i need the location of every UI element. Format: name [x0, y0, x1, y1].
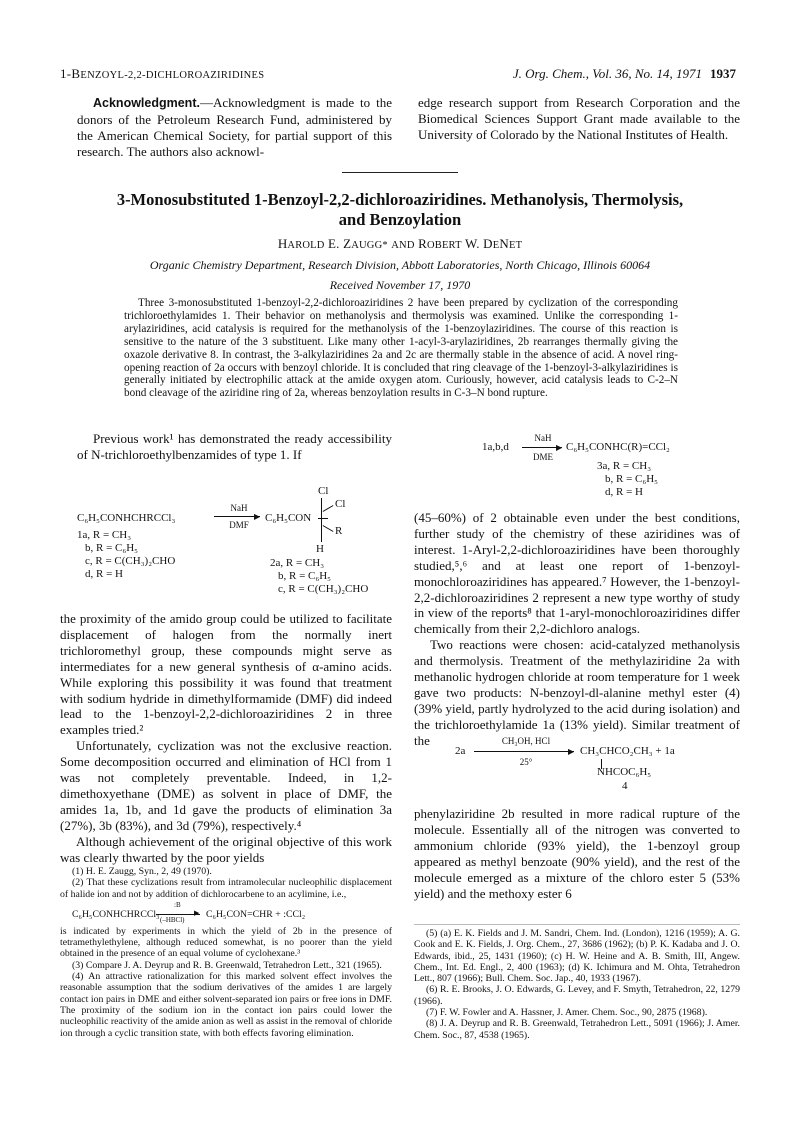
author1-last-initial: E. Z [328, 236, 352, 251]
dme-product: C₆H₅CONHC(R)=CCl₂ [566, 441, 670, 453]
acknowledgment-right [418, 95, 740, 143]
title-line-2: and Benzoylation [338, 210, 462, 229]
product-2a: 2a, R = CH₃ [270, 557, 325, 569]
footnote-4: (4) An attractive rationalization for this marked solvent effect involves the reasonable assumption that the sodium derivatives of the amides 1 are largely contact ion pairs in DME and either solvent-separated ion pairs or free ions in DMF. The proximity of the sodium ion in the contact ion pairs could lower the nucleophilic reactivity of the amide anion as well as assist in the removal of chloride ion through a cyclic transition state, with both effects favoring elimination. [60, 971, 392, 1039]
page-number: 1937 [710, 66, 736, 81]
footnotes-right [414, 928, 740, 1041]
meoh-arrow-bottom: 25° [519, 757, 533, 767]
footnote-2-equation [60, 900, 392, 926]
dme-products-3 [597, 460, 658, 499]
authors [60, 236, 740, 252]
article-separator [342, 172, 458, 173]
aziridine-bond-r [323, 525, 334, 532]
running-head-right [513, 66, 736, 82]
acknowledgment-heading: Acknowledgment. [93, 96, 200, 110]
product-3d: d, R = H [605, 486, 643, 498]
r-label: R [335, 525, 343, 537]
author2-last-n: N [499, 236, 509, 251]
arrow-label-bottom: DMF [229, 520, 249, 530]
author1-first-rest: AROLD [287, 240, 325, 251]
author2-initial: R [418, 236, 427, 251]
aziridine-bond-left [318, 518, 328, 519]
meoh-arrowhead: ▶ [568, 747, 575, 756]
footnote-2-continued: is indicated by experiments in which the yield of 2b in the presence of tetramethylethylene, although reduced somewhat, is no poorer than the yield obtained in the presence of an equal volume of cyclohexane.³ [60, 925, 392, 960]
footnotes-left [60, 866, 392, 1039]
author2-last-e: E [492, 240, 500, 251]
running-head [60, 66, 736, 84]
footnote-6: (6) R. E. Brooks, J. O. Edwards, G. Levey, and F. Smyth, Tetrahedron, 22, 1279 (1966). [414, 984, 740, 1007]
body-right-1 [414, 510, 740, 749]
author1-initial: H [277, 236, 288, 251]
reactant-formula: C₆H₅CONHCHRCCl₃ [77, 512, 176, 524]
dme-reactant: 1a,b,d [482, 441, 509, 453]
footnote-rule [414, 924, 740, 925]
arrow-head: ▶ [254, 512, 261, 521]
footnote-eq-bottom: (–HBCl) [160, 915, 185, 924]
footnote-eq-arrowhead: ▶ [194, 908, 200, 917]
body-right-3 [414, 806, 740, 901]
footnote-8: (8) J. A. Deyrup and R. B. Greenwald, Tetrahedron Lett., 5091 (1966); J. Amer. Chem. Soc., 87, 4538 (1965). [414, 1018, 740, 1041]
meoh-arrow-top: CH₃OH, HCl [501, 736, 551, 746]
reactant-1c: c, R = C(CH₃)₂CHO [85, 555, 176, 567]
product-2b: b, R = C₆H₅ [278, 570, 331, 582]
paragraph-unfortunately: Unfortunately, cyclization was not the exclusive reaction. Some decomposition occurred and elimination of HCl from 1 was not completely preventable. Indeed, in 1,2-dimethoxyethane (DME) as solvent in place of DMF, the amides 1a, 1b, and 1d gave the products of elimination 3a (27%), 3b (83%), and 3d (79%), respectively.⁴ [60, 738, 392, 833]
footnote-eq-top: :B [174, 900, 181, 909]
title-line-1: 3-Monosubstituted 1-Benzoyl-2,2-dichloroaziridines. Methanolysis, Thermolysis, [116, 190, 684, 209]
cl-top: Cl [318, 485, 329, 497]
meoh-product: CH₃CHCO₂CH₃ + 1a [580, 745, 675, 757]
body-left-main [60, 611, 392, 866]
meoh-reactant: 2a [455, 745, 466, 757]
journal-citation: J. Org. Chem., Vol. 36, No. 14, 1971 [512, 66, 702, 81]
meoh-arrow [474, 751, 574, 752]
paragraph-intro: Previous work¹ has demonstrated the ready accessibility of N-trichloroethylbenzamides of type 1. If [77, 431, 392, 462]
author2-last-rest: ET [508, 240, 523, 251]
author1-last-rest: AUGG* [351, 240, 388, 251]
aziridine-bond-cl [323, 505, 334, 512]
reactant-1a: 1a, R = CH₃ [77, 529, 132, 541]
running-head-prefix: 1-B [60, 66, 81, 81]
authors-and: AND [391, 240, 415, 251]
meoh-label: 4 [622, 780, 628, 792]
reactant-1d: d, R = H [85, 568, 123, 580]
dme-arrow-top: NaH [534, 433, 552, 443]
footnote-eq-left: C₆H₅CONHCHRCCl₃ [72, 908, 160, 920]
reactant-1b: b, R = C₆H₅ [85, 542, 138, 554]
cl-right: Cl [335, 498, 346, 510]
arrow-label-top: NaH [230, 503, 248, 513]
dme-arrow-bottom: DME [533, 452, 553, 462]
article-title [60, 190, 740, 230]
dme-arrowhead: ▶ [556, 443, 563, 452]
abstract: Three 3-monosubstituted 1-benzoyl-2,2-dichloroaziridines 2 have been prepared by cyclization of the corresponding trichloroethylamides 1. Their behavior on methanolysis and thermolysis was examined. Unlike the corresponding 1-arylaziridines, acid catalysis is required for the methanolysis of the 1-benzoylaziridines. The course of this reaction is sensitive to the nature of the 3 substituent. Like many other 1-acyl-3-arylaziridines, 2b rearranges thermally giving the oxazole derivative 8. In contrast, the 3-alkylaziridines 2a and 2c are thermally stable in the absence of acid. A novel ring-opening reaction of 2a occurs with benzoyl chloride. It is concluded that ring cleavage of the 1-benzoyl-3-alkylaziridines is generally initiated by electrophilic attack at the amide oxygen atom. Curiously, however, acid catalysis leads to C-2–N bond cleavage of the aziridine ring of 2a, whereas benzoylation results in C-3–N bond rupture. [124, 297, 678, 400]
product-prefix: C₆H₅CON [265, 512, 312, 524]
scheme-reactant-1 [77, 512, 175, 581]
product-3b: b, R = C₆H₅ [605, 473, 658, 485]
product-2c: c, R = C(CH₃)₂CHO [278, 583, 369, 595]
footnote-2: (2) That these cyclizations result from intramolecular nucleophilic displacement of halide ion and not by addition of dichlorocarbene to an acylimine, i.e., [60, 877, 392, 900]
footnote-3: (3) Compare J. A. Deyrup and R. B. Greenwald, Tetrahedron Lett., 321 (1965). [72, 959, 382, 971]
running-head-title: ENZOYL-2,2-DICHLOROAZIRIDINES [80, 70, 265, 81]
footnote-eq-right: C₆H₅CON=CHR + :CCl₂ [206, 908, 306, 920]
affiliation: Organic Chemistry Department, Research Division, Abbott Laboratories, North Chicago, Illinois 60064 [149, 258, 651, 272]
body-left-intro [77, 431, 392, 463]
paragraph-although: Although achievement of the original objective of this work was clearly thwarted by the poor yields [60, 833, 392, 865]
meoh-substituent: NHCOC₆H₅ [597, 766, 652, 778]
acknowledgment-text-right: edge research support from Research Corporation and the Biomedical Sciences Support Grant made available to the University of Colorado by the National Institutes of Health. [418, 95, 740, 142]
author2-last-initial: W. D [464, 236, 493, 251]
h-label: H [316, 543, 324, 555]
paragraph-proximity: the proximity of the amido group could be utilized to facilitate displacement of halogen from the normally inert trichloromethyl group, these compounds might serve as intermediates for a new general synthesis of α-amino acids. While exploring this possibility it was found that treatment with sodium hydride in dimethylformamide (DMF) did indeed lead to the 1-benzoyl-2,2-dichloroaziridines 2 in three examples tried.² [60, 611, 392, 738]
footnote-7: (7) F. W. Fowler and A. Hassner, J. Amer. Chem. Soc., 90, 2875 (1968). [426, 1007, 708, 1019]
scheme-products-2 [270, 557, 368, 596]
aziridine-bond-vertical [321, 498, 322, 542]
paragraph-phenylaziridine: phenylaziridine 2b resulted in more radical rupture of the molecule. Essentially all of the nitrogen was converted to ammonium chloride (93% yield), the 1-benzoyl group appeared as methyl benzoate (90% yield), and the rest of the molecule emerged as a mixture of the chloro ester 5 (53% yield) and the methoxy ester 6 [414, 806, 740, 901]
product-3a: 3a, R = CH₃ [597, 460, 652, 472]
footnote-5: (5) (a) E. K. Fields and J. M. Sandri, Chem. Ind. (London), 1216 (1959); A. G. Cook and E. K. Fields, J. Org. Chem., 27, 3686 (1962); (b) P. K. Kadaba and J. O. Edwards, ibid., 25, 1431 (1960); (c) H. W. Heine and A. B. Smith, III, Angew. Chem., Int. Ed. Engl., 2, 400 (1963); (d) K. Ichimura and M. Ohta, Tetrahedron Lett., 807 (1966); Bull. Chem. Soc. Jap., 40, 1933 (1967). [414, 928, 740, 985]
footnote-1: (1) H. E. Zaugg, Syn., 2, 49 (1970). [72, 866, 212, 877]
acknowledgment-text-left: —Acknowledgment is made to the donors of the Petroleum Research Fund, administered by the American Chemical Society, for partial support of this research. The authors also acknowl- [77, 95, 392, 159]
paragraph-yields: (45–60%) of 2 obtainable even under the best conditions, further study of the chemistry of these aziridines was of interest. 1-Aryl-2,2-dichloroaziridines have been thoroughly studied,⁵,⁶ and at least one report of 1-benzoyl-monochloroaziridines has appeared.⁷ However, the 1-benzoyl-2,2-dichloroaziridines 2 represent a new type worthy of study in view of the reports⁸ that 1-aryl-monochloroaziridines differ chemically from their 2,2-dichloro analogs. [414, 510, 740, 637]
author2-first-rest: OBERT [426, 240, 462, 251]
running-head-left [60, 66, 264, 82]
received-date: Received November 17, 1970 [329, 278, 471, 292]
paragraph-two-reactions: Two reactions were chosen: acid-catalyzed methanolysis and thermolysis. Treatment of the methylaziridine 2a with methanolic hydrogen chloride at room temperature for 1 week gave two products: N-benzoyl-dl-alanine methyl ester (4) (39% yield, partly hydrolyzed to the acid during isolation) and the trichloroethylamide 1a (13% yield). Similar treatment of the [414, 637, 740, 748]
acknowledgment-left [77, 95, 392, 160]
